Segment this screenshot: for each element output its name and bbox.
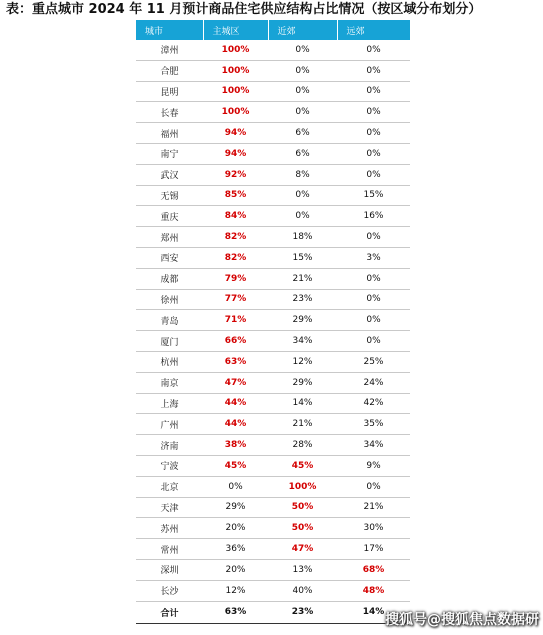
header-city: 城市 bbox=[136, 20, 203, 40]
cell-main-district: 82% bbox=[203, 227, 268, 248]
cell-main-district: 84% bbox=[203, 206, 268, 227]
cell-city: 济南 bbox=[136, 435, 203, 456]
table-row bbox=[136, 40, 410, 60]
table-row bbox=[136, 414, 410, 435]
cell-main-district: 100% bbox=[203, 102, 268, 123]
table-row bbox=[136, 164, 410, 185]
cell-far-suburb: 0% bbox=[337, 331, 410, 352]
cell-near-suburb: 21% bbox=[268, 414, 337, 435]
cell-city: 宁波 bbox=[136, 455, 203, 476]
table-row bbox=[136, 372, 410, 393]
cell-near-suburb: 14% bbox=[268, 393, 337, 414]
table-row bbox=[136, 518, 410, 539]
total-far-suburb: 14% bbox=[337, 601, 410, 623]
table-row bbox=[136, 539, 410, 560]
cell-city: 南京 bbox=[136, 372, 203, 393]
cell-main-district: 77% bbox=[203, 289, 268, 310]
cell-far-suburb: 16% bbox=[337, 206, 410, 227]
cell-near-suburb: 100% bbox=[268, 476, 337, 497]
cell-main-district: 66% bbox=[203, 331, 268, 352]
cell-city: 成都 bbox=[136, 268, 203, 289]
cell-city: 武汉 bbox=[136, 164, 203, 185]
cell-main-district: 79% bbox=[203, 268, 268, 289]
cell-near-suburb: 23% bbox=[268, 289, 337, 310]
cell-near-suburb: 45% bbox=[268, 455, 337, 476]
cell-far-suburb: 3% bbox=[337, 247, 410, 268]
cell-far-suburb: 48% bbox=[337, 580, 410, 601]
cell-far-suburb: 24% bbox=[337, 372, 410, 393]
supply-structure-table bbox=[136, 20, 411, 624]
cell-far-suburb: 0% bbox=[337, 60, 410, 81]
cell-main-district: 94% bbox=[203, 123, 268, 144]
cell-near-suburb: 47% bbox=[268, 539, 337, 560]
cell-main-district: 100% bbox=[203, 60, 268, 81]
cell-far-suburb: 68% bbox=[337, 559, 410, 580]
table-row bbox=[136, 143, 410, 164]
cell-city: 广州 bbox=[136, 414, 203, 435]
cell-city: 青岛 bbox=[136, 310, 203, 331]
table-row bbox=[136, 60, 410, 81]
table-row bbox=[136, 580, 410, 601]
cell-main-district: 29% bbox=[203, 497, 268, 518]
cell-far-suburb: 0% bbox=[337, 227, 410, 248]
header-main-district: 主城区 bbox=[203, 20, 268, 40]
cell-far-suburb: 17% bbox=[337, 539, 410, 560]
cell-far-suburb: 21% bbox=[337, 497, 410, 518]
cell-city: 徐州 bbox=[136, 289, 203, 310]
cell-city: 杭州 bbox=[136, 351, 203, 372]
cell-near-suburb: 0% bbox=[268, 40, 337, 60]
cell-near-suburb: 50% bbox=[268, 497, 337, 518]
cell-far-suburb: 9% bbox=[337, 455, 410, 476]
cell-near-suburb: 15% bbox=[268, 247, 337, 268]
cell-far-suburb: 35% bbox=[337, 414, 410, 435]
cell-far-suburb: 25% bbox=[337, 351, 410, 372]
cell-city: 重庆 bbox=[136, 206, 203, 227]
cell-near-suburb: 40% bbox=[268, 580, 337, 601]
cell-city: 天津 bbox=[136, 497, 203, 518]
table-row bbox=[136, 247, 410, 268]
cell-near-suburb: 6% bbox=[268, 123, 337, 144]
table-row bbox=[136, 81, 410, 102]
table-row bbox=[136, 559, 410, 580]
table-row bbox=[136, 185, 410, 206]
total-main-district: 63% bbox=[203, 601, 268, 623]
cell-city: 厦门 bbox=[136, 331, 203, 352]
table-header-row bbox=[136, 20, 410, 40]
cell-main-district: 94% bbox=[203, 143, 268, 164]
cell-city: 漳州 bbox=[136, 40, 203, 60]
cell-near-suburb: 0% bbox=[268, 60, 337, 81]
table-row bbox=[136, 435, 410, 456]
table-row bbox=[136, 123, 410, 144]
cell-main-district: 12% bbox=[203, 580, 268, 601]
cell-far-suburb: 0% bbox=[337, 40, 410, 60]
cell-city: 长春 bbox=[136, 102, 203, 123]
cell-city: 福州 bbox=[136, 123, 203, 144]
cell-near-suburb: 21% bbox=[268, 268, 337, 289]
cell-far-suburb: 0% bbox=[337, 123, 410, 144]
cell-near-suburb: 12% bbox=[268, 351, 337, 372]
table-row bbox=[136, 331, 410, 352]
table-row bbox=[136, 227, 410, 248]
cell-city: 苏州 bbox=[136, 518, 203, 539]
table-row bbox=[136, 206, 410, 227]
cell-near-suburb: 34% bbox=[268, 331, 337, 352]
cell-main-district: 44% bbox=[203, 414, 268, 435]
cell-near-suburb: 29% bbox=[268, 310, 337, 331]
cell-city: 合肥 bbox=[136, 60, 203, 81]
cell-near-suburb: 0% bbox=[268, 102, 337, 123]
cell-main-district: 82% bbox=[203, 247, 268, 268]
cell-city: 郑州 bbox=[136, 227, 203, 248]
cell-city: 上海 bbox=[136, 393, 203, 414]
cell-near-suburb: 0% bbox=[268, 81, 337, 102]
cell-near-suburb: 18% bbox=[268, 227, 337, 248]
cell-main-district: 20% bbox=[203, 559, 268, 580]
table-row bbox=[136, 102, 410, 123]
cell-city: 昆明 bbox=[136, 81, 203, 102]
cell-city: 无锡 bbox=[136, 185, 203, 206]
cell-near-suburb: 6% bbox=[268, 143, 337, 164]
cell-far-suburb: 0% bbox=[337, 289, 410, 310]
cell-far-suburb: 34% bbox=[337, 435, 410, 456]
table-row bbox=[136, 497, 410, 518]
cell-main-district: 71% bbox=[203, 310, 268, 331]
cell-city: 常州 bbox=[136, 539, 203, 560]
table-row bbox=[136, 476, 410, 497]
cell-main-district: 45% bbox=[203, 455, 268, 476]
cell-far-suburb: 0% bbox=[337, 310, 410, 331]
cell-near-suburb: 50% bbox=[268, 518, 337, 539]
table-row bbox=[136, 393, 410, 414]
cell-near-suburb: 8% bbox=[268, 164, 337, 185]
cell-main-district: 36% bbox=[203, 539, 268, 560]
cell-main-district: 63% bbox=[203, 351, 268, 372]
total-near-suburb: 23% bbox=[268, 601, 337, 623]
table-body bbox=[136, 40, 410, 623]
cell-near-suburb: 29% bbox=[268, 372, 337, 393]
cell-city: 西安 bbox=[136, 247, 203, 268]
table-total-row bbox=[136, 601, 410, 623]
cell-city: 北京 bbox=[136, 476, 203, 497]
cell-main-district: 85% bbox=[203, 185, 268, 206]
cell-far-suburb: 15% bbox=[337, 185, 410, 206]
cell-near-suburb: 0% bbox=[268, 185, 337, 206]
header-far-suburb: 远郊 bbox=[337, 20, 410, 40]
table-row bbox=[136, 455, 410, 476]
table-row bbox=[136, 289, 410, 310]
cell-far-suburb: 0% bbox=[337, 164, 410, 185]
cell-main-district: 44% bbox=[203, 393, 268, 414]
cell-city: 长沙 bbox=[136, 580, 203, 601]
cell-far-suburb: 0% bbox=[337, 143, 410, 164]
cell-far-suburb: 0% bbox=[337, 268, 410, 289]
total-label: 合计 bbox=[136, 601, 203, 623]
cell-city: 南宁 bbox=[136, 143, 203, 164]
cell-far-suburb: 0% bbox=[337, 102, 410, 123]
cell-far-suburb: 0% bbox=[337, 81, 410, 102]
cell-near-suburb: 28% bbox=[268, 435, 337, 456]
cell-main-district: 100% bbox=[203, 40, 268, 60]
cell-main-district: 0% bbox=[203, 476, 268, 497]
cell-city: 深圳 bbox=[136, 559, 203, 580]
supply-structure-table-container bbox=[136, 20, 410, 624]
cell-far-suburb: 30% bbox=[337, 518, 410, 539]
watermark: 搜狐号@搜狐焦点数据研 bbox=[385, 612, 539, 628]
cell-far-suburb: 42% bbox=[337, 393, 410, 414]
cell-main-district: 100% bbox=[203, 81, 268, 102]
cell-near-suburb: 0% bbox=[268, 206, 337, 227]
table-title: 表：重点城市 2024 年 11 月预计商品住宅供应结构占比情况（按区域分布划分） bbox=[6, 2, 482, 17]
cell-main-district: 38% bbox=[203, 435, 268, 456]
table-row bbox=[136, 351, 410, 372]
cell-main-district: 47% bbox=[203, 372, 268, 393]
cell-main-district: 20% bbox=[203, 518, 268, 539]
header-near-suburb: 近郊 bbox=[268, 20, 337, 40]
table-row bbox=[136, 268, 410, 289]
cell-main-district: 92% bbox=[203, 164, 268, 185]
cell-near-suburb: 13% bbox=[268, 559, 337, 580]
cell-far-suburb: 0% bbox=[337, 476, 410, 497]
table-row bbox=[136, 310, 410, 331]
